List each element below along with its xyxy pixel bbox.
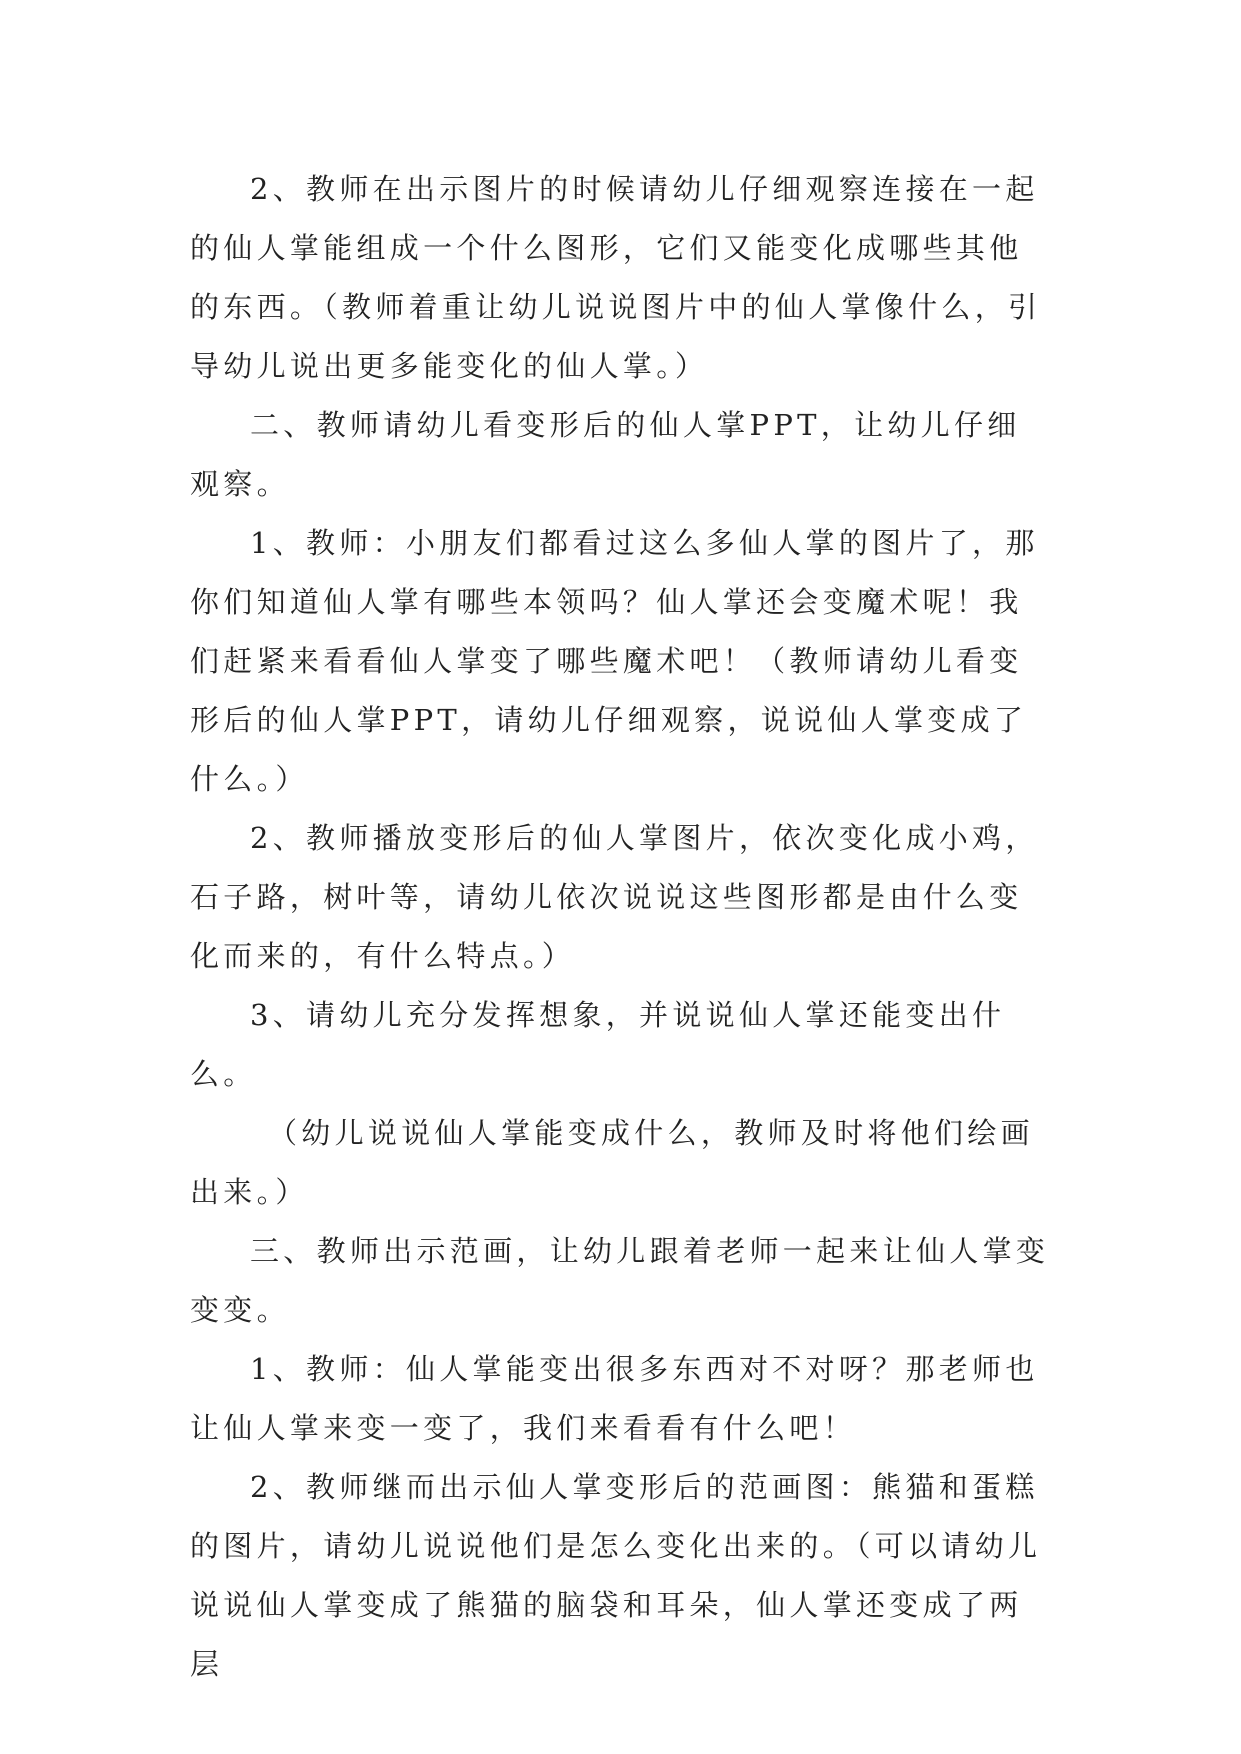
paragraph-step-1-magic: 1、教师：小朋友们都看过这么多仙人掌的图片了，那你们知道仙人掌有哪些本领吗？仙人掌还会变魔术呢！我们赶紧来看看仙人掌变了哪些魔术吧！（教师请幼儿看变形后的仙人掌PPT，请幼儿仔细观察，说说仙人掌变成了什么。） <box>190 526 1039 796</box>
paragraph-step-1-teacher: 1、教师：仙人掌能变出很多东西对不对呀？那老师也让仙人掌来变一变了，我们来看看有什么吧！ <box>190 1352 1039 1445</box>
paragraph-step-2-sample: 2、教师继而出示仙人掌变形后的范画图：熊猫和蛋糕的图片，请幼儿说说他们是怎么变化出来的。（可以请幼儿说说仙人掌变成了熊猫的脑袋和耳朵，仙人掌还变成了两层 <box>190 1470 1042 1681</box>
paragraph-section-2-heading: 二、教师请幼儿看变形后的仙人掌PPT，让幼儿仔细观察。 <box>190 408 1021 501</box>
paragraph-section-3-heading: 三、教师出示范画，让幼儿跟着老师一起来让仙人掌变变变。 <box>190 1234 1050 1327</box>
paragraph-draw-note: （幼儿说说仙人掌能变成什么，教师及时将他们绘画出来。） <box>190 1116 1034 1209</box>
paragraph-step-2-observe: 2、教师在出示图片的时候请幼儿仔细观察连接在一起的仙人掌能组成一个什么图形，它们又能变化成哪些其他的东西。（教师着重让幼儿说说图片中的仙人掌像什么，引导幼儿说出更多能变化的仙人掌。） <box>190 172 1042 383</box>
paragraph-step-2-play-images: 2、教师播放变形后的仙人掌图片，依次变化成小鸡，石子路，树叶等，请幼儿依次说说这些图形都是由什么变化而来的，有什么特点。） <box>190 821 1039 973</box>
document-body <box>190 160 1050 1694</box>
paragraph-step-3-imagine: 3、请幼儿充分发挥想象，并说说仙人掌还能变出什么。 <box>190 998 1006 1091</box>
